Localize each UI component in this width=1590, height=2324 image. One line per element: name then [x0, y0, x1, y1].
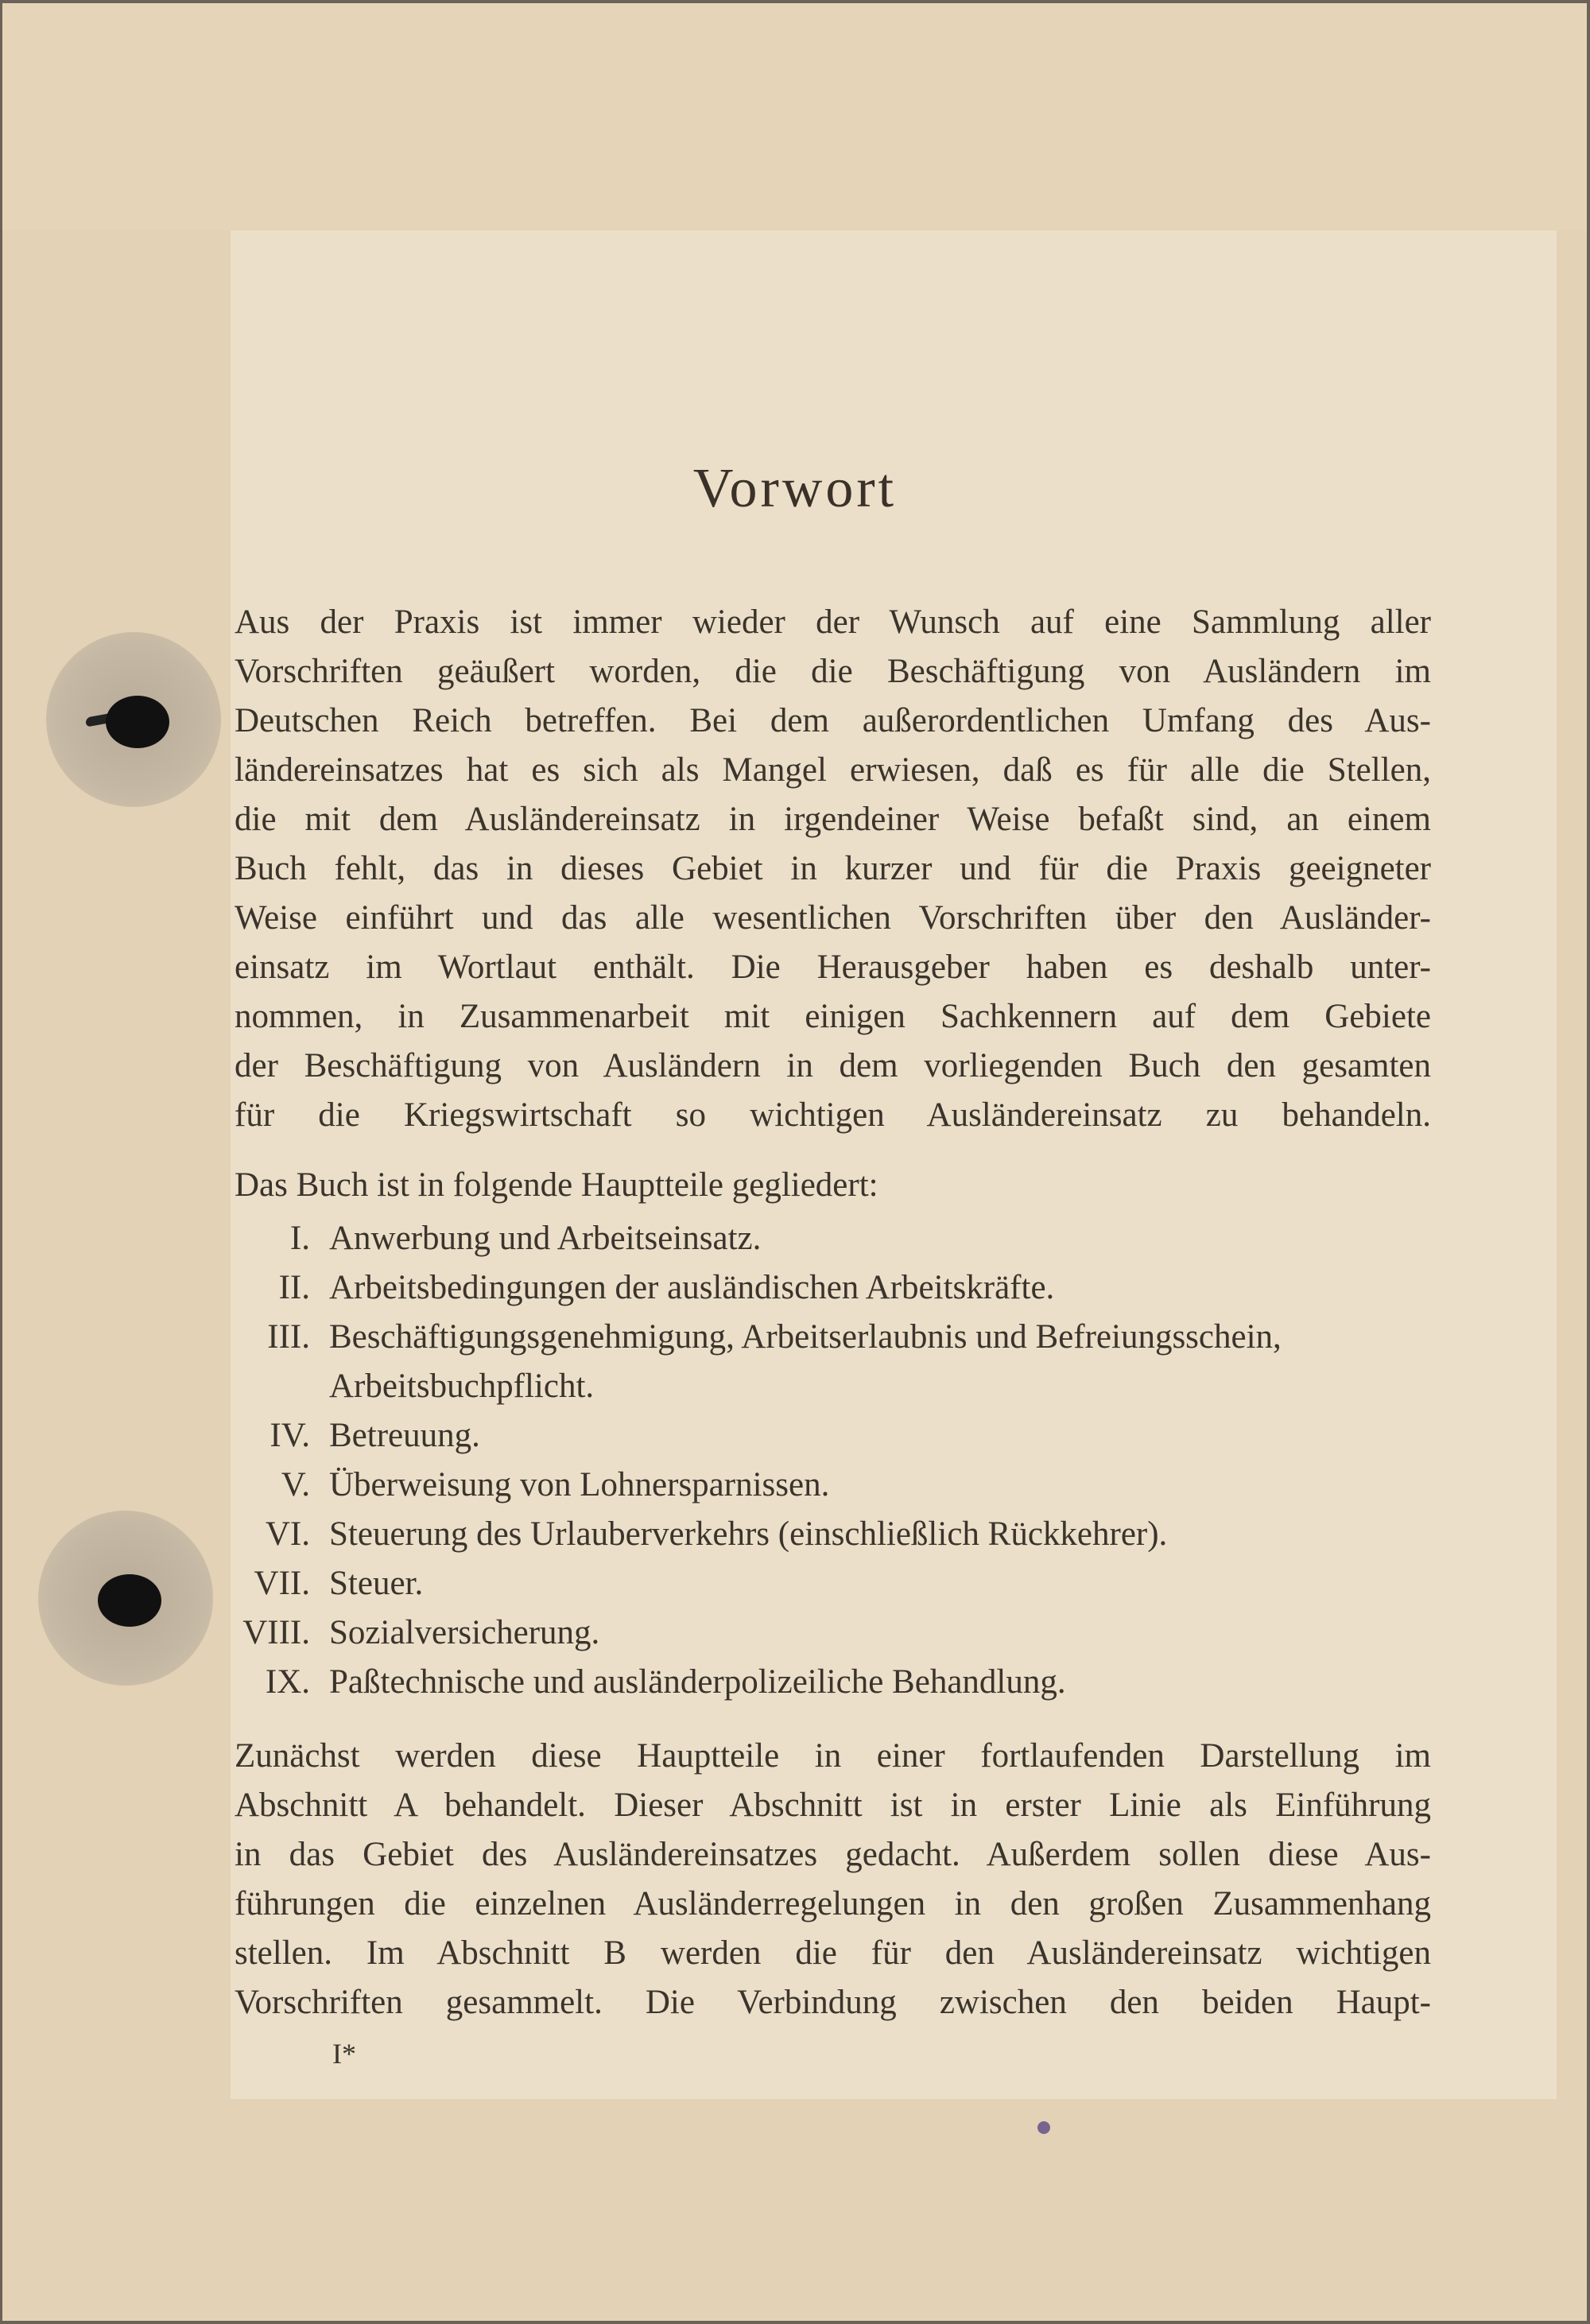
hole-opening: [98, 1574, 161, 1627]
item-text: Paßtechnische und ausländerpolizeiliche Behandlung.: [329, 1663, 1066, 1701]
item-number: V.: [281, 1466, 310, 1503]
item-text: Arbeitsbuchpflicht.: [329, 1368, 595, 1405]
list-item: [235, 1658, 1431, 1707]
list-item: [235, 1510, 1431, 1559]
item-text: Arbeitsbedingungen der ausländischen Arbeitskräfte.: [329, 1269, 1055, 1306]
item-number: I.: [289, 1220, 310, 1257]
text-line: Vorschriften gesammelt. Die Verbindung zwischen den beiden Haupt-: [235, 1984, 1431, 2021]
list-item: [235, 1313, 1431, 1362]
list-item: [235, 1461, 1431, 1510]
item-text: Steuer.: [329, 1565, 424, 1602]
list-item: [235, 1263, 1431, 1313]
text-line: in das Gebiet des Ausländereinsatzes gedacht. Außerdem sollen diese Aus-: [235, 1836, 1431, 1873]
text-line: Zunächst werden diese Hauptteile in einer fortlaufenden Darstellung im: [235, 1737, 1431, 1775]
text-line: Deutschen Reich betreffen. Bei dem außerordentlichen Umfang des Aus-: [235, 702, 1431, 739]
item-number: II.: [278, 1269, 310, 1306]
text-line: nommen, in Zusammenarbeit mit einigen Sachkennern auf dem Gebiete: [235, 998, 1431, 1035]
list-intro: [235, 1161, 1431, 1210]
text-line: Weise einführt und das alle wesentlichen Vorschriften über den Ausländer-: [235, 899, 1431, 937]
item-number: VII.: [254, 1565, 310, 1602]
list-item: [235, 1411, 1431, 1461]
paragraph-structure: [235, 1732, 1431, 2027]
page-number: I*: [332, 2038, 356, 2070]
text-line: Aus der Praxis ist immer wieder der Wunsch auf eine Sammlung aller: [235, 603, 1431, 641]
text-line: Abschnitt A behandelt. Dieser Abschnitt ist in erster Linie als Einführung: [235, 1787, 1431, 1824]
text-line: Buch fehlt, das in dieses Gebiet in kurzer und für die Praxis geeigneter: [235, 850, 1431, 887]
item-text: Betreuung.: [329, 1417, 480, 1454]
ink-spot: [1037, 2121, 1050, 2134]
item-text: Steuerung des Urlauberverkehrs (einschließlich Rückkehrer).: [329, 1515, 1168, 1553]
text-line: einsatz im Wortlaut enthält. Die Herausgeber haben es deshalb unter-: [235, 949, 1431, 986]
text-line: ländereinsatzes hat es sich als Mangel erwiesen, daß es für alle die Stellen,: [235, 751, 1431, 789]
list-item: [235, 1608, 1431, 1658]
hole-opening: [106, 696, 169, 748]
text-line: der Beschäftigung von Ausländern in dem vorliegenden Buch den gesamten: [235, 1047, 1431, 1084]
text-line: Vorschriften geäußert worden, die die Beschäftigung von Ausländern im: [235, 653, 1431, 690]
text-line: führungen die einzelnen Ausländerregelungen in den großen Zusammenhang: [235, 1885, 1431, 1922]
text-line: die mit dem Ausländereinsatz in irgendeiner Weise befaßt sind, an einem: [235, 801, 1431, 838]
item-text: Anwerbung und Arbeitseinsatz.: [329, 1220, 762, 1257]
item-text: Sozialversicherung.: [329, 1614, 600, 1651]
item-number: VIII.: [242, 1614, 310, 1651]
item-text: Überweisung von Lohnersparnissen.: [329, 1466, 830, 1503]
text-line: stellen. Im Abschnitt B werden die für den Ausländereinsatz wichtigen: [235, 1934, 1431, 1972]
page-margin-top: [0, 0, 1590, 231]
parts-list: [235, 1214, 1431, 1707]
text-line: für die Kriegswirtschaft so wichtigen Ausländereinsatz zu behandeln.: [235, 1096, 1431, 1134]
item-number: IV.: [270, 1417, 310, 1454]
list-item-continuation: [235, 1362, 1431, 1411]
page-title: Vorwort: [692, 458, 898, 519]
punch-hole-lower: [38, 1511, 213, 1686]
item-number: VI.: [265, 1515, 310, 1553]
list-item: [235, 1214, 1431, 1263]
paragraph-intro: [235, 598, 1431, 1140]
item-number: IX.: [265, 1663, 310, 1701]
list-item: [235, 1559, 1431, 1608]
text-line: Das Buch ist in folgende Hauptteile gegliedert:: [235, 1166, 878, 1204]
punch-hole-upper: [46, 632, 221, 807]
item-number: III.: [267, 1318, 310, 1356]
item-text: Beschäftigungsgenehmigung, Arbeitserlaubnis und Befreiungsschein,: [329, 1318, 1282, 1356]
